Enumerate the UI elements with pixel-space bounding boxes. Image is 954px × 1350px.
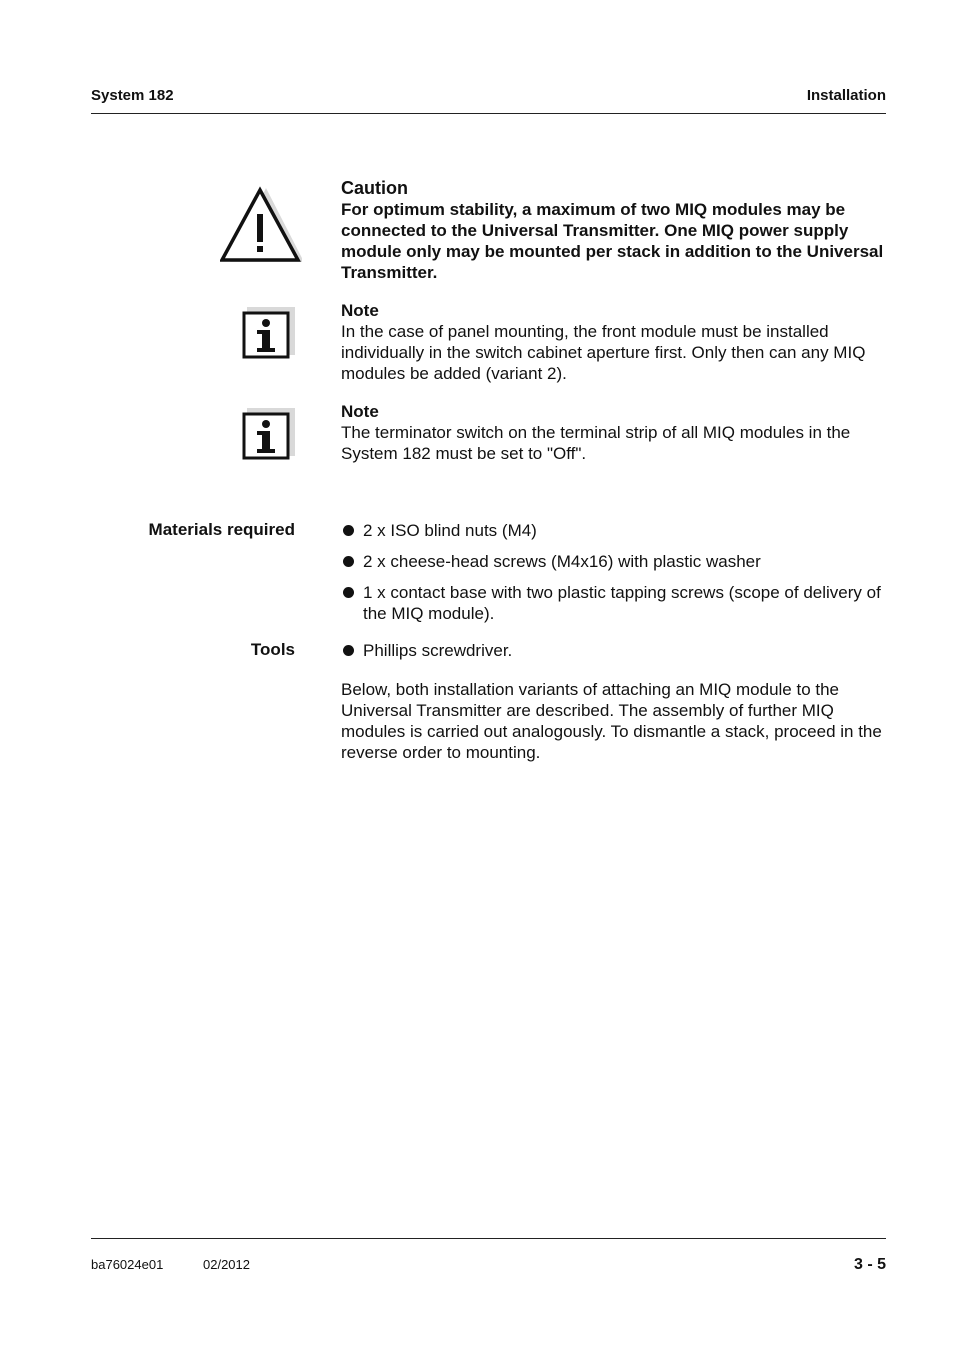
bullet-icon [343, 525, 354, 536]
warning-triangle-icon [220, 184, 302, 264]
footer-rule [91, 1238, 886, 1239]
tools-label: Tools [250, 640, 295, 659]
list-item: 2 x cheese-head screws (M4x16) with plastic washer [341, 551, 886, 572]
header-rule [91, 113, 886, 114]
materials-list [341, 520, 886, 634]
list-item: 1 x contact base with two plastic tapping screws (scope of delivery of the MIQ module). [341, 582, 886, 624]
info-icon [241, 307, 295, 361]
note-title: Note [341, 301, 379, 320]
bullet-icon [343, 645, 354, 656]
page-number: 3 - 5 [853, 1256, 886, 1273]
materials-label: Materials required [148, 520, 295, 539]
note-text: The terminator switch on the terminal strip of all MIQ modules in the System 182 must be set to "Off". [341, 423, 851, 463]
list-item: 2 x ISO blind nuts (M4) [341, 520, 886, 541]
caution-title: Caution [341, 178, 408, 198]
document-date: 02/2012 [203, 1257, 250, 1272]
tools-list [341, 640, 886, 671]
info-icon [241, 408, 295, 462]
document-number: ba76024e01 [91, 1257, 164, 1272]
body-paragraph: Below, both installation variants of attaching an MIQ module to the Universal Transmitter are described. The assembly of further MIQ modules is carried out analogously. To dismantle a stack, proceed in the reverse order to mounting. [341, 680, 882, 762]
list-item: Phillips screwdriver. [341, 640, 886, 661]
note-title: Note [341, 402, 379, 421]
bullet-icon [343, 587, 354, 598]
bullet-icon [343, 556, 354, 567]
caution-text: For optimum stability, a maximum of two MIQ modules may be connected to the Universal Transmitter. One MIQ power supply module only may be mounted per stack in addition to the Universal Transmitter. [341, 200, 884, 282]
note-text: In the case of panel mounting, the front module must be installed individually in the switch cabinet aperture first. Only then can any MIQ modules be added (variant 2). [341, 322, 866, 383]
header-title: System 182 [91, 87, 174, 104]
header-section: Installation [806, 87, 886, 104]
